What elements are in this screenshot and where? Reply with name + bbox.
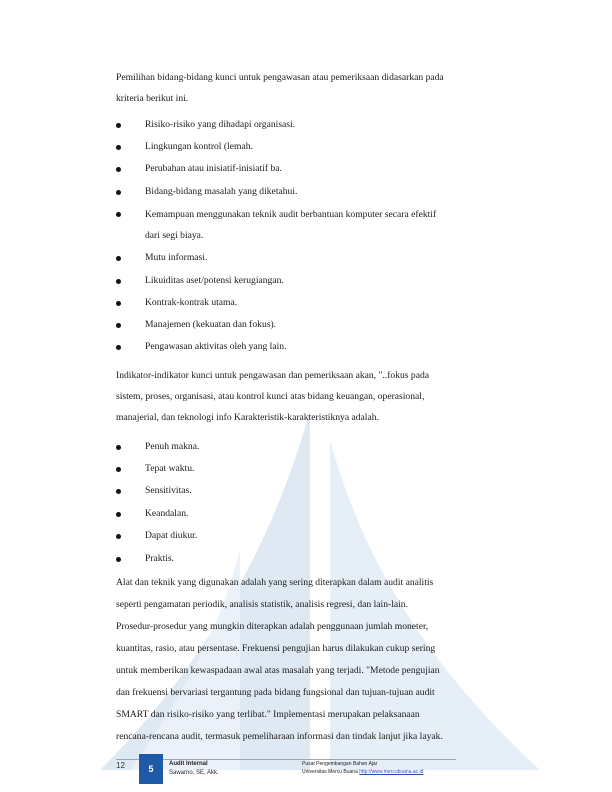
source-center: Pusat Pengembangan Bahan Ajar bbox=[302, 761, 378, 767]
page-number: 12 bbox=[116, 761, 125, 770]
indicators-paragraph: Indikator-indikator kunci untuk pengawasan dan pemeriksaan akan, "..fokus pada sistem, proses, organisasi, atau kontrol kunci atas bidang keuangan, operasional, manajerial, dan teknologi info Karakteristik-karakteristiknya adalah. bbox=[116, 370, 430, 423]
page-footer bbox=[0, 745, 612, 792]
university-logo: 5 bbox=[139, 754, 163, 784]
bullet-icon bbox=[116, 123, 121, 128]
bullet-icon bbox=[116, 145, 121, 150]
bullet-icon bbox=[116, 489, 121, 494]
source-university: Universitas Mercu Buana bbox=[302, 769, 358, 775]
bullet-icon bbox=[116, 301, 121, 306]
bullet-icon bbox=[116, 557, 121, 562]
bullet-icon bbox=[116, 345, 121, 350]
document-page: Pemilihan bidang-bidang kunci untuk pengawasan atau pemeriksaan didasarkan pada kriteria berikut ini. Risiko-risiko yang dihadapi organisasi. Lingkungan kontrol (lemah. Perubahan atau inisiatif-inisiatif ba. Bidang-bidang masalah yang diketahui. Kemampuan menggunakan teknik audit berbantuan komputer secara efektif dari segi biaya. Mutu informasi. Likuiditas aset/potensi kerugiangan. Kontrak-kontrak utama. Manajemen (kekuatan dan fokus). Pengawasan aktivitas oleh yang lain. Indikator-indikator kunci untuk pengawasan dan pemeriksaan akan, "..fokus pada sistem, proses, organisasi, atau kontrol kunci atas bidang keuangan, operasional, manajerial, dan teknologi info Karakteristik-karakteristiknya adalah. Penuh makna. Tepat waktu. Sensitivitas. Keandalan. Dapat diukur. Praktis. Alat dan teknik yang digunakan adalah yang sering diterapkan dalam audit analitis seperti pengamatan periodik, analisis statistik, analisis regresi, dan lain-lain. Prosedur-prosedur yang mungkin diterapkan adalah penggunaan jumlah moneter, kuantitas, rasio, atau persentase. Frekuensi pengujian harus dilakukan cukup sering untuk memberikan kewaspadaan awal atas masalah yang terjadi. "Metode pengujian dan frekuensi bervariasi tergantung pada bidang fungsional dan tujuan-tujuan audit SMART dan risiko-risiko yang terlibat." Implementasi merupakan pelaksanaan rencana-rencana audit, termasuk pemeliharaan informasi dan tindak lanjut jika layak. 12 5 Audit Internal Sawarno, SE, Akk. Pusat Pengembangan Bahan Ajar Universitas Mercu Buana http://www.mercubuana.ac.id bbox=[0, 0, 612, 792]
intro-paragraph: Pemilihan bidang-bidang kunci untuk pengawasan atau pemeriksaan didasarkan pada kriteria berikut ini. bbox=[116, 72, 444, 104]
bullet-icon bbox=[116, 167, 121, 172]
source-info bbox=[302, 760, 423, 776]
bullet-icon bbox=[116, 445, 121, 450]
bullet-icon bbox=[116, 512, 121, 517]
bullet-icon bbox=[116, 534, 121, 539]
course-title: Audit Internal bbox=[169, 761, 208, 767]
course-author: Sawarno, SE, Akk. bbox=[169, 770, 219, 776]
bullet-icon bbox=[116, 190, 121, 195]
bullet-icon bbox=[116, 279, 121, 284]
course-info bbox=[169, 760, 219, 778]
closing-paragraph: Alat dan teknik yang digunakan adalah yang sering diterapkan dalam audit analitis seperti pengamatan periodik, analisis statistik, analisis regresi, dan lain-lain. Prosedur-prosedur yang mungkin diterapkan adalah penggunaan jumlah moneter, kuantitas, rasio, atau persentase. Frekuensi pengujian harus dilakukan cukup sering untuk memberikan kewaspadaan awal atas masalah yang terjadi. "Metode pengujian dan frekuensi bervariasi tergantung pada bidang fungsional dan tujuan-tujuan audit SMART dan risiko-risiko yang terlibat." Implementasi merupakan pelaksanaan rencana-rencana audit, termasuk pemeliharaan informasi dan tindak lanjut jika layak. bbox=[116, 577, 443, 742]
bullet-icon bbox=[116, 212, 121, 217]
bullet-icon bbox=[116, 323, 121, 328]
bullet-icon bbox=[116, 467, 121, 472]
source-link[interactable]: http://www.mercubuana.ac.id bbox=[359, 769, 424, 775]
bullet-icon bbox=[116, 256, 121, 261]
